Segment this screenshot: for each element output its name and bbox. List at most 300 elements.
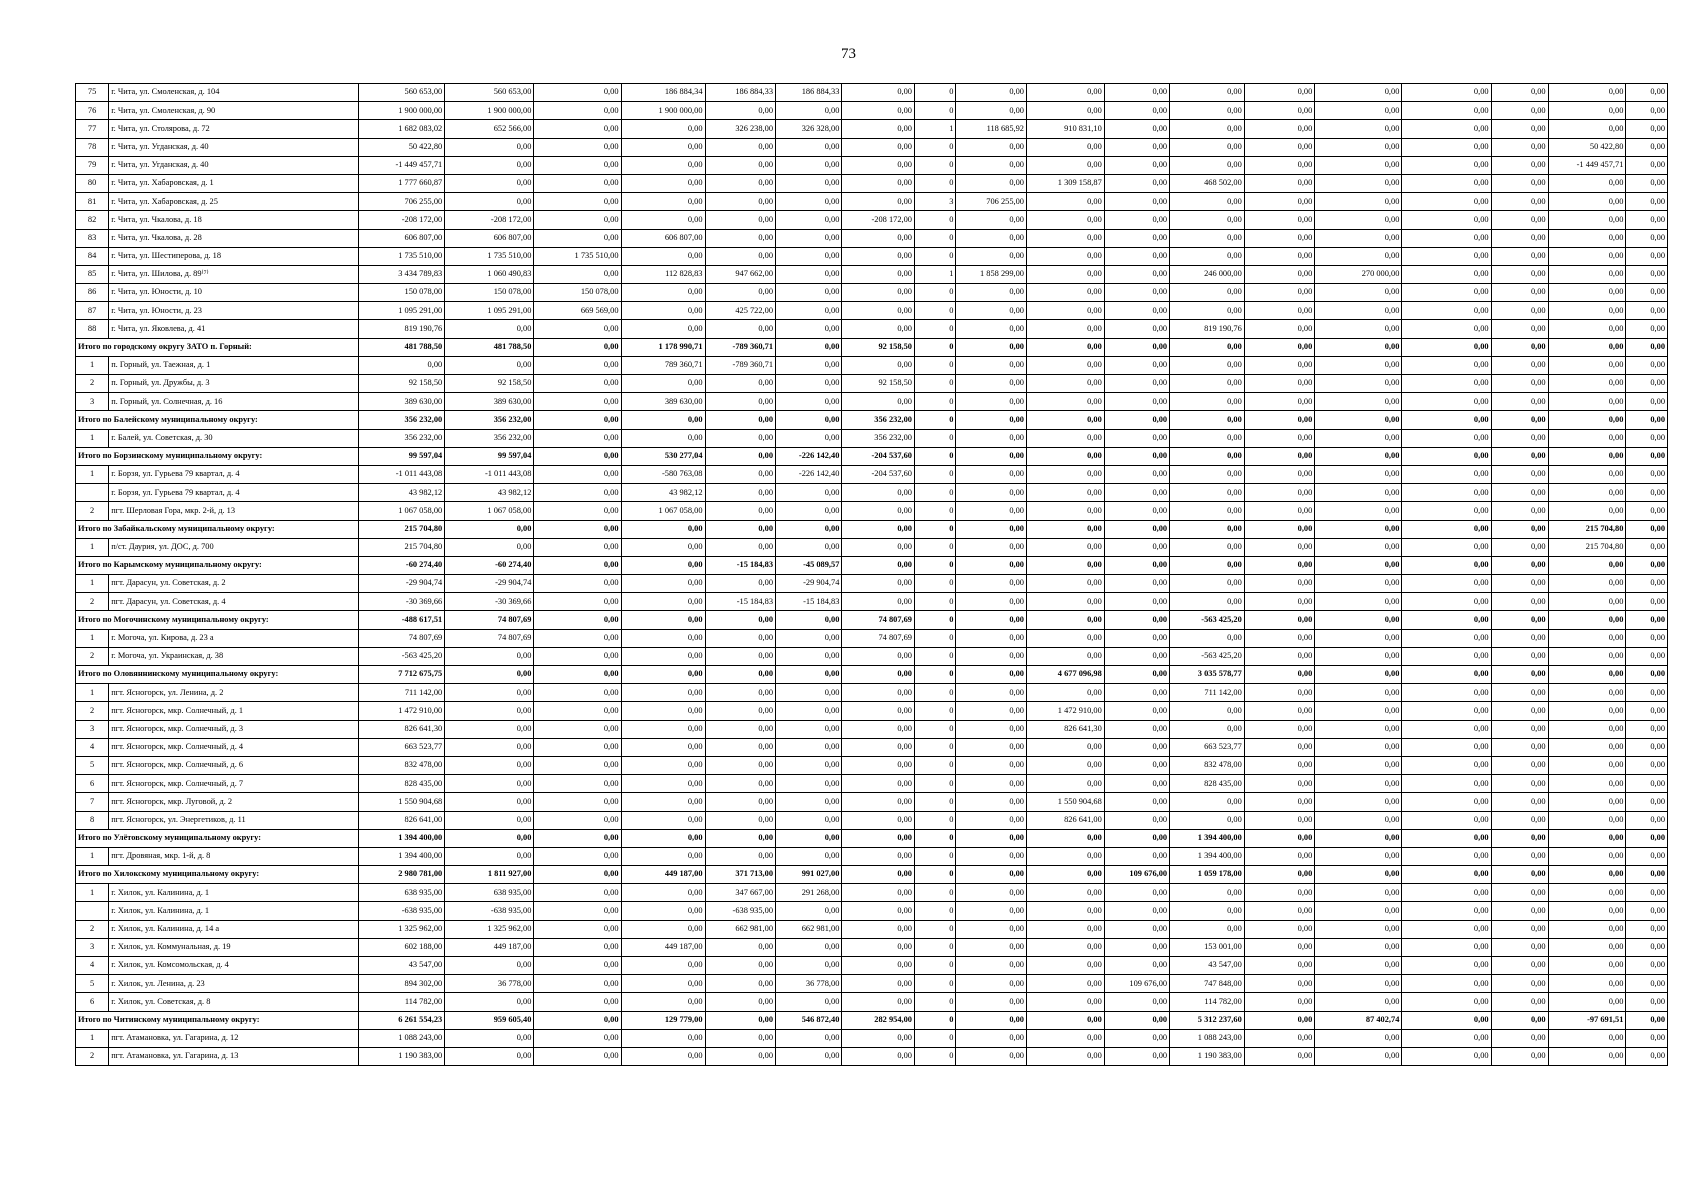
value-cell: 0,00 <box>1548 356 1626 374</box>
subtotal-row <box>76 411 1668 429</box>
value-cell: 606 807,00 <box>621 229 705 247</box>
value-cell: 0,00 <box>776 356 842 374</box>
value-cell: 0,00 <box>1315 756 1402 774</box>
value-cell: 0,00 <box>1626 211 1668 229</box>
value-cell: 0,00 <box>956 411 1027 429</box>
value-cell: 0,00 <box>705 284 776 302</box>
value-cell: 0,00 <box>1626 684 1668 702</box>
value-cell: 0,00 <box>534 1011 621 1029</box>
value-cell: 0 <box>914 702 955 720</box>
value-cell: 0,00 <box>1026 447 1104 465</box>
value-cell: 1 067 058,00 <box>621 502 705 520</box>
value-cell: 0,00 <box>1315 902 1402 920</box>
value-cell: -30 369,66 <box>359 593 445 611</box>
value-cell: 0,00 <box>956 884 1027 902</box>
table-row <box>76 174 1668 192</box>
address-cell: п. Горный, ул. Таежная, д. 1 <box>109 356 359 374</box>
value-cell: 0,00 <box>842 902 915 920</box>
value-cell: 0,00 <box>1548 211 1626 229</box>
row-number: 1 <box>76 429 109 447</box>
value-cell: 0,00 <box>705 938 776 956</box>
value-cell: 0,00 <box>1491 647 1548 665</box>
value-cell: 0,00 <box>1626 738 1668 756</box>
value-cell: 0,00 <box>621 193 705 211</box>
value-cell: 663 523,77 <box>1170 738 1245 756</box>
value-cell: 1 735 510,00 <box>445 247 534 265</box>
value-cell: 0,00 <box>705 702 776 720</box>
value-cell: 0,00 <box>445 666 534 684</box>
value-cell: -638 935,00 <box>445 902 534 920</box>
address-cell: г. Хилок, ул. Советская, д. 8 <box>109 993 359 1011</box>
value-cell: 0,00 <box>1170 920 1245 938</box>
row-number: 1 <box>76 847 109 865</box>
value-cell: 0,00 <box>776 247 842 265</box>
value-cell: 0,00 <box>534 884 621 902</box>
row-number: 2 <box>76 647 109 665</box>
value-cell: 0,00 <box>1548 174 1626 192</box>
value-cell: 0,00 <box>1315 647 1402 665</box>
value-cell: 356 232,00 <box>842 429 915 447</box>
value-cell: 530 277,04 <box>621 447 705 465</box>
value-cell: 0,00 <box>1104 720 1169 738</box>
value-cell: 0,00 <box>621 684 705 702</box>
value-cell: 0,00 <box>621 811 705 829</box>
value-cell: 0,00 <box>776 629 842 647</box>
value-cell: 0,00 <box>1170 720 1245 738</box>
value-cell: 0,00 <box>956 902 1027 920</box>
value-cell: 326 328,00 <box>776 120 842 138</box>
value-cell: 0,00 <box>1548 484 1626 502</box>
value-cell: 0,00 <box>1104 338 1169 356</box>
value-cell: 0,00 <box>1402 920 1491 938</box>
value-cell: 0,00 <box>1626 538 1668 556</box>
value-cell: 0,00 <box>1026 847 1104 865</box>
value-cell: 0,00 <box>1548 647 1626 665</box>
value-cell: 0 <box>914 102 955 120</box>
value-cell: 0,00 <box>776 174 842 192</box>
value-cell: 0,00 <box>1626 556 1668 574</box>
value-cell: 0,00 <box>621 284 705 302</box>
value-cell: 0,00 <box>534 84 621 102</box>
value-cell: 0,00 <box>956 302 1027 320</box>
value-cell: 0,00 <box>621 1029 705 1047</box>
address-cell: г. Чита, ул. Угданская, д. 40 <box>109 156 359 174</box>
value-cell: 0,00 <box>1026 938 1104 956</box>
value-cell: 0,00 <box>1315 229 1402 247</box>
value-cell: 0,00 <box>705 829 776 847</box>
value-cell: 747 848,00 <box>1170 975 1245 993</box>
value-cell: 0,00 <box>1104 611 1169 629</box>
value-cell: 0,00 <box>1104 738 1169 756</box>
value-cell: 0,00 <box>1104 575 1169 593</box>
value-cell: 0,00 <box>1026 265 1104 283</box>
row-number: 80 <box>76 174 109 192</box>
value-cell: 0,00 <box>1491 684 1548 702</box>
value-cell: 0,00 <box>1026 957 1104 975</box>
value-cell: 706 255,00 <box>956 193 1027 211</box>
table-row <box>76 938 1668 956</box>
value-cell: 0 <box>914 520 955 538</box>
value-cell: 0,00 <box>1548 884 1626 902</box>
value-cell: 270 000,00 <box>1315 265 1402 283</box>
value-cell: -563 425,20 <box>359 647 445 665</box>
value-cell: 0,00 <box>1548 829 1626 847</box>
value-cell: 356 232,00 <box>359 429 445 447</box>
address-cell: г. Чита, ул. Хабаровская, д. 25 <box>109 193 359 211</box>
value-cell: 0,00 <box>705 756 776 774</box>
value-cell: 959 605,40 <box>445 1011 534 1029</box>
address-cell: г. Чита, ул. Шестиперова, д. 18 <box>109 247 359 265</box>
value-cell: 0,00 <box>1491 138 1548 156</box>
value-cell: 0,00 <box>1548 302 1626 320</box>
value-cell: -29 904,74 <box>776 575 842 593</box>
value-cell: 0,00 <box>956 866 1027 884</box>
value-cell: 0,00 <box>705 793 776 811</box>
value-cell: 0,00 <box>1402 666 1491 684</box>
value-cell: 0,00 <box>1104 847 1169 865</box>
value-cell: 0,00 <box>1315 611 1402 629</box>
value-cell: 0,00 <box>1244 484 1315 502</box>
value-cell: 0,00 <box>1491 502 1548 520</box>
value-cell: 0,00 <box>956 211 1027 229</box>
value-cell: 2 980 781,00 <box>359 866 445 884</box>
value-cell: 0 <box>914 884 955 902</box>
value-cell: 0,00 <box>445 756 534 774</box>
value-cell: 0,00 <box>1626 647 1668 665</box>
value-cell: 1 095 291,00 <box>359 302 445 320</box>
value-cell: 0,00 <box>1402 611 1491 629</box>
value-cell: 0,00 <box>1491 411 1548 429</box>
value-cell: 0,00 <box>705 993 776 1011</box>
value-cell: 0,00 <box>776 738 842 756</box>
value-cell: 0,00 <box>1548 775 1626 793</box>
row-number: 2 <box>76 1047 109 1065</box>
value-cell: 0,00 <box>1491 938 1548 956</box>
value-cell: 0,00 <box>1104 647 1169 665</box>
value-cell: 1 394 400,00 <box>359 847 445 865</box>
value-cell: 0,00 <box>534 193 621 211</box>
row-number: 81 <box>76 193 109 211</box>
value-cell: 0,00 <box>956 1047 1027 1065</box>
value-cell: 0,00 <box>776 902 842 920</box>
table-row <box>76 302 1668 320</box>
value-cell: 1 325 962,00 <box>359 920 445 938</box>
value-cell: 0,00 <box>1170 593 1245 611</box>
value-cell: -1 011 443,08 <box>359 465 445 483</box>
value-cell: 0,00 <box>1402 156 1491 174</box>
table-row <box>76 320 1668 338</box>
address-cell: г. Могоча, ул. Украинская, д. 38 <box>109 647 359 665</box>
value-cell: 0,00 <box>1548 975 1626 993</box>
value-cell: 0,00 <box>1548 938 1626 956</box>
subtotal-label: Итого по городскому округу ЗАТО п. Горный: <box>76 338 359 356</box>
value-cell: 0,00 <box>1548 1029 1626 1047</box>
address-cell: пгт. Ясногорск, мкр. Солнечный, д. 1 <box>109 702 359 720</box>
value-cell: 0,00 <box>842 284 915 302</box>
value-cell: 1 735 510,00 <box>359 247 445 265</box>
value-cell: 468 502,00 <box>1170 174 1245 192</box>
value-cell: 0,00 <box>1491 593 1548 611</box>
value-cell: 0,00 <box>1104 411 1169 429</box>
value-cell: 0,00 <box>1026 684 1104 702</box>
value-cell: 0,00 <box>1315 811 1402 829</box>
value-cell: 0,00 <box>445 1047 534 1065</box>
table-row <box>76 138 1668 156</box>
value-cell: 0,00 <box>1104 1011 1169 1029</box>
value-cell: 389 630,00 <box>445 393 534 411</box>
value-cell: 186 884,34 <box>621 84 705 102</box>
value-cell: 0,00 <box>534 411 621 429</box>
row-number: 6 <box>76 993 109 1011</box>
value-cell: 0,00 <box>1315 938 1402 956</box>
value-cell: 0 <box>914 411 955 429</box>
value-cell: 0,00 <box>1548 411 1626 429</box>
value-cell: 0,00 <box>621 520 705 538</box>
value-cell: 0,00 <box>534 265 621 283</box>
value-cell: 1 394 400,00 <box>1170 847 1245 865</box>
value-cell: 0,00 <box>1548 247 1626 265</box>
value-cell: 0,00 <box>1170 702 1245 720</box>
value-cell: 0,00 <box>1626 447 1668 465</box>
address-cell: г. Чита, ул. Угданская, д. 40 <box>109 138 359 156</box>
value-cell: 0,00 <box>534 629 621 647</box>
table-row <box>76 811 1668 829</box>
row-number: 76 <box>76 102 109 120</box>
value-cell: 0,00 <box>842 247 915 265</box>
subtotal-label: Итого по Хилокскому муниципальному округу: <box>76 866 359 884</box>
value-cell: 0,00 <box>1626 520 1668 538</box>
value-cell: 0 <box>914 793 955 811</box>
value-cell: 0,00 <box>1491 338 1548 356</box>
value-cell: 0,00 <box>1104 775 1169 793</box>
value-cell: 0,00 <box>1244 647 1315 665</box>
value-cell: 0,00 <box>1402 484 1491 502</box>
value-cell: 0,00 <box>705 684 776 702</box>
value-cell: 0,00 <box>705 629 776 647</box>
value-cell: 0,00 <box>1315 465 1402 483</box>
value-cell: 0,00 <box>842 502 915 520</box>
value-cell: 0,00 <box>445 193 534 211</box>
value-cell: 0,00 <box>1104 629 1169 647</box>
value-cell: 0,00 <box>1315 975 1402 993</box>
value-cell: 0,00 <box>534 975 621 993</box>
value-cell: 0,00 <box>776 829 842 847</box>
value-cell: 0,00 <box>705 666 776 684</box>
value-cell: 0 <box>914 829 955 847</box>
value-cell: 0,00 <box>1548 320 1626 338</box>
value-cell: 0,00 <box>705 138 776 156</box>
value-cell: 0,00 <box>1315 556 1402 574</box>
value-cell: 0,00 <box>1170 556 1245 574</box>
value-cell: 0,00 <box>1626 902 1668 920</box>
value-cell: 0,00 <box>621 611 705 629</box>
table-row <box>76 429 1668 447</box>
value-cell: 0 <box>914 211 955 229</box>
value-cell: 826 641,30 <box>1026 720 1104 738</box>
value-cell: -1 449 457,71 <box>359 156 445 174</box>
value-cell: 0,00 <box>956 975 1027 993</box>
value-cell: 0,00 <box>1244 229 1315 247</box>
value-cell: 0,00 <box>1548 502 1626 520</box>
value-cell: 7 712 675,75 <box>359 666 445 684</box>
value-cell: 0,00 <box>1491 1047 1548 1065</box>
value-cell: 947 662,00 <box>705 265 776 283</box>
value-cell: 0,00 <box>956 702 1027 720</box>
value-cell: -208 172,00 <box>445 211 534 229</box>
value-cell: 3 434 789,83 <box>359 265 445 283</box>
value-cell: 0,00 <box>1244 993 1315 1011</box>
value-cell: 1 325 962,00 <box>445 920 534 938</box>
value-cell: 0,00 <box>359 356 445 374</box>
value-cell: 0,00 <box>1244 629 1315 647</box>
value-cell: 0,00 <box>842 356 915 374</box>
table-row <box>76 229 1668 247</box>
table-row <box>76 84 1668 102</box>
value-cell: 0,00 <box>534 775 621 793</box>
value-cell: 0,00 <box>956 465 1027 483</box>
subtotal-row <box>76 866 1668 884</box>
value-cell: 0,00 <box>1026 193 1104 211</box>
value-cell: 43 982,12 <box>621 484 705 502</box>
value-cell: 0,00 <box>1026 902 1104 920</box>
value-cell: 0,00 <box>1491 793 1548 811</box>
value-cell: 0,00 <box>1104 829 1169 847</box>
value-cell: 0 <box>914 993 955 1011</box>
value-cell: 0,00 <box>1104 393 1169 411</box>
value-cell: -563 425,20 <box>1170 647 1245 665</box>
value-cell: 0,00 <box>1244 593 1315 611</box>
value-cell: 0,00 <box>534 465 621 483</box>
value-cell: 0 <box>914 556 955 574</box>
value-cell: 0,00 <box>1491 229 1548 247</box>
value-cell: 0,00 <box>705 720 776 738</box>
value-cell: 0,00 <box>1491 975 1548 993</box>
value-cell: 0,00 <box>956 738 1027 756</box>
value-cell: 291 268,00 <box>776 884 842 902</box>
address-cell: г. Хилок, ул. Калинина, д. 1 <box>109 884 359 902</box>
row-number: 2 <box>76 375 109 393</box>
value-cell: 0,00 <box>445 720 534 738</box>
value-cell: 0,00 <box>705 811 776 829</box>
value-cell: 0,00 <box>1315 793 1402 811</box>
value-cell: 0,00 <box>1170 211 1245 229</box>
value-cell: 0,00 <box>1626 938 1668 956</box>
value-cell: 0,00 <box>1402 120 1491 138</box>
table-row <box>76 193 1668 211</box>
value-cell: 0,00 <box>1491 265 1548 283</box>
value-cell: 1 067 058,00 <box>359 502 445 520</box>
value-cell: 0,00 <box>956 320 1027 338</box>
value-cell: 0,00 <box>1626 1011 1668 1029</box>
value-cell: 0,00 <box>705 484 776 502</box>
value-cell: 0,00 <box>534 520 621 538</box>
value-cell: 0,00 <box>1026 211 1104 229</box>
value-cell: 0,00 <box>1244 1047 1315 1065</box>
table-row <box>76 393 1668 411</box>
value-cell: 0,00 <box>1170 429 1245 447</box>
value-cell: 706 255,00 <box>359 193 445 211</box>
value-cell: 0 <box>914 975 955 993</box>
row-number: 5 <box>76 975 109 993</box>
value-cell: 0,00 <box>1548 629 1626 647</box>
value-cell: 0,00 <box>621 593 705 611</box>
address-cell: г. Чита, ул. Столярова, д. 72 <box>109 120 359 138</box>
address-cell: пгт. Ясногорск, ул. Энергетиков, д. 11 <box>109 811 359 829</box>
value-cell: 0,00 <box>1402 1029 1491 1047</box>
value-cell: 0,00 <box>1626 920 1668 938</box>
value-cell: 0,00 <box>1626 229 1668 247</box>
value-cell: 789 360,71 <box>621 356 705 374</box>
value-cell: 0,00 <box>534 484 621 502</box>
value-cell: 0,00 <box>621 829 705 847</box>
value-cell: 0,00 <box>1402 538 1491 556</box>
value-cell: 0,00 <box>956 1029 1027 1047</box>
value-cell: 0,00 <box>1315 575 1402 593</box>
table-row <box>76 793 1668 811</box>
value-cell: 0,00 <box>956 993 1027 1011</box>
value-cell: 43 982,12 <box>445 484 534 502</box>
value-cell: -789 360,71 <box>705 356 776 374</box>
value-cell: 0,00 <box>1104 247 1169 265</box>
value-cell: 1 735 510,00 <box>534 247 621 265</box>
value-cell: 0,00 <box>956 1011 1027 1029</box>
value-cell: 0,00 <box>1402 284 1491 302</box>
value-cell: 0,00 <box>1170 84 1245 102</box>
value-cell: 0,00 <box>1402 720 1491 738</box>
value-cell: 0,00 <box>621 847 705 865</box>
value-cell: 0,00 <box>1626 502 1668 520</box>
value-cell: 0,00 <box>621 975 705 993</box>
value-cell: 0,00 <box>842 120 915 138</box>
value-cell: 0,00 <box>1244 1029 1315 1047</box>
value-cell: 0,00 <box>1626 375 1668 393</box>
value-cell: 0,00 <box>1315 957 1402 975</box>
value-cell: 0,00 <box>1626 284 1668 302</box>
value-cell: 0,00 <box>1315 484 1402 502</box>
value-cell: 0,00 <box>621 138 705 156</box>
value-cell: 0,00 <box>1402 247 1491 265</box>
value-cell: -638 935,00 <box>705 902 776 920</box>
value-cell: 1 190 383,00 <box>359 1047 445 1065</box>
value-cell: 0,00 <box>1491 829 1548 847</box>
value-cell: 0,00 <box>1548 957 1626 975</box>
value-cell: 0 <box>914 174 955 192</box>
value-cell: 0,00 <box>1026 356 1104 374</box>
value-cell: 0,00 <box>1026 375 1104 393</box>
value-cell: 0,00 <box>1626 102 1668 120</box>
value-cell: 0,00 <box>1244 611 1315 629</box>
table-row <box>76 647 1668 665</box>
value-cell: 0 <box>914 866 955 884</box>
value-cell: 0,00 <box>1548 102 1626 120</box>
value-cell: 153 001,00 <box>1170 938 1245 956</box>
value-cell: 0,00 <box>1104 356 1169 374</box>
value-cell: 0,00 <box>842 538 915 556</box>
value-cell: 0,00 <box>1170 302 1245 320</box>
value-cell: 0,00 <box>776 320 842 338</box>
value-cell: -208 172,00 <box>842 211 915 229</box>
table-row <box>76 465 1668 483</box>
value-cell: 0,00 <box>776 193 842 211</box>
value-cell: 0,00 <box>1244 465 1315 483</box>
value-cell: 0,00 <box>1104 793 1169 811</box>
value-cell: 0,00 <box>1026 738 1104 756</box>
value-cell: 0,00 <box>1026 429 1104 447</box>
value-cell: 0,00 <box>445 320 534 338</box>
value-cell: 0,00 <box>1104 484 1169 502</box>
value-cell: 0,00 <box>1626 575 1668 593</box>
value-cell: 99 597,04 <box>445 447 534 465</box>
